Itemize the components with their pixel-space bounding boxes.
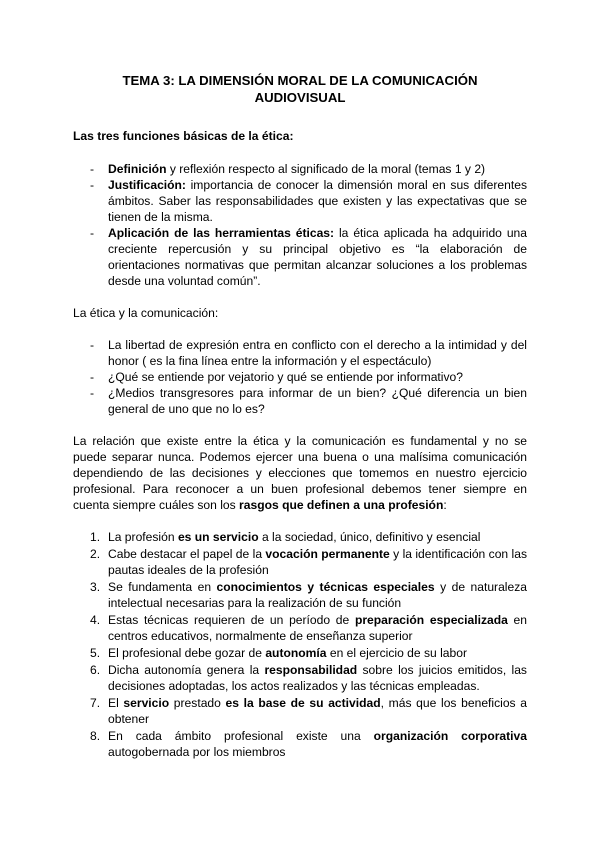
trait-text: La profesión <box>108 530 178 544</box>
list-number: 1. <box>90 530 101 544</box>
questions-list <box>73 337 527 417</box>
bullet-dash: - <box>90 386 95 400</box>
trait-bold: vocación permanente <box>265 547 390 561</box>
trait-text: y la identificación con las pautas ideales de la profesión <box>108 547 527 577</box>
trait-text: Se fundamenta en <box>108 580 217 594</box>
list-number: 4. <box>90 613 101 627</box>
trait-bold: responsabilidad <box>264 663 358 677</box>
trait-text: , más que los beneficios a obtener <box>108 696 527 726</box>
term-text: y reflexión respecto al significado de la moral (temas 1 y 2) <box>166 162 486 176</box>
trait-text: El <box>108 696 124 710</box>
list-item <box>73 546 527 578</box>
list-item <box>73 385 527 417</box>
trait-text: Cabe destacar el papel de la <box>108 547 266 561</box>
list-item <box>73 579 527 611</box>
trait-bold: organización corporativa <box>373 729 527 743</box>
trait-bold: preparación especializada <box>354 613 508 627</box>
trait-bold: servicio <box>123 696 170 710</box>
bullet-dash: - <box>90 338 95 352</box>
trait-text: a la sociedad, único, definitivo y esencial <box>258 530 481 544</box>
body-paragraph <box>73 433 527 513</box>
trait-text: Dicha autonomía genera la <box>108 663 265 677</box>
list-item-text: ¿Medios transgresores para informar de un bien? ¿Qué diferencia un bien general de uno que no lo es? <box>108 386 527 416</box>
list-item-text: ¿Qué se entiende por vejatorio y qué se entiende por informativo? <box>108 370 463 384</box>
trait-bold: es la base de su actividad <box>225 696 381 710</box>
section-heading-functions: Las tres funciones básicas de la ética: <box>73 129 294 143</box>
profession-traits-list <box>73 529 527 760</box>
term-bold: Justificación: <box>108 178 186 192</box>
list-item <box>73 369 527 385</box>
list-item <box>73 728 527 760</box>
list-number: 3. <box>90 580 101 594</box>
trait-text: En cada ámbito profesional existe una <box>108 729 374 743</box>
list-item <box>73 662 527 694</box>
page-title-line-2: AUDIOVISUAL <box>254 90 346 105</box>
term-bold: Definición <box>108 162 167 176</box>
list-number: 2. <box>90 547 101 561</box>
list-number: 6. <box>90 663 101 677</box>
term-text: importancia de conocer la dimensión moral en sus diferentes ámbitos. Saber las responsabilidades que existen y las expectativas que se tienen de la misma. <box>108 178 527 224</box>
trait-bold: es un servicio <box>177 530 259 544</box>
list-item <box>73 529 527 545</box>
trait-text: El profesional debe gozar de <box>108 646 266 660</box>
trait-text: y de naturaleza intelectual necesarias para la realización de su función <box>108 580 527 610</box>
list-item-text: La libertad de expresión entra en conflicto con el derecho a la intimidad y del honor ( es la fina línea entre la información y el espectáculo) <box>108 338 527 368</box>
list-item <box>73 161 527 177</box>
bullet-dash: - <box>90 162 95 176</box>
list-item <box>73 695 527 727</box>
list-number: 5. <box>90 646 101 660</box>
page-title <box>73 72 527 106</box>
list-item <box>73 645 527 661</box>
trait-text: sobre los juicios emitidos, las decisiones adoptadas, los actos realizados y las técnicas empleadas. <box>108 663 527 693</box>
list-item <box>73 612 527 644</box>
page-title-line-1: TEMA 3: LA DIMENSIÓN MORAL DE LA COMUNICACIÓN <box>122 73 478 88</box>
trait-text: Estas técnicas requieren de un período de <box>108 613 355 627</box>
list-number: 7. <box>90 696 101 710</box>
list-item <box>73 337 527 369</box>
trait-text: en centros educativos, normalmente de enseñanza superior <box>108 613 527 643</box>
term-text: la ética aplicada ha adquirido una creciente repercusión y su principal objetivo es “la elaboración de orientaciones normativas que permitan alcanzar soluciones a los problemas desde una voluntad común”. <box>108 226 528 288</box>
paragraph-bold: rasgos que definen a una profesión <box>239 498 444 512</box>
bullet-dash: - <box>90 178 95 192</box>
bullet-dash: - <box>90 226 95 240</box>
trait-bold: conocimientos y técnicas especiales <box>216 580 435 594</box>
list-item <box>73 225 527 289</box>
paragraph-end: : <box>443 498 447 512</box>
list-item <box>73 177 527 225</box>
list-number: 8. <box>90 729 101 743</box>
paragraph-text: La relación que existe entre la ética y la comunicación es fundamental y no se puede separar nunca. Podemos ejercer una buena o una malísima comunicación dependiendo de las decisiones y elecciones que tomemos en nuestro ejercicio profesional. Para reconocer a un buen profesional debemos tener siempre en cuenta siempre cuáles son los <box>73 434 527 512</box>
trait-bold: autonomía <box>265 646 327 660</box>
trait-text: autogobernada por los miembros <box>108 745 286 759</box>
trait-text: en el ejercicio de su labor <box>326 646 467 660</box>
trait-text: prestado <box>169 696 226 710</box>
functions-list <box>73 161 527 289</box>
term-bold: Aplicación de las herramientas éticas: <box>108 226 335 240</box>
bullet-dash: - <box>90 370 95 384</box>
section-heading-ethics-communication: La ética y la comunicación: <box>73 306 219 320</box>
